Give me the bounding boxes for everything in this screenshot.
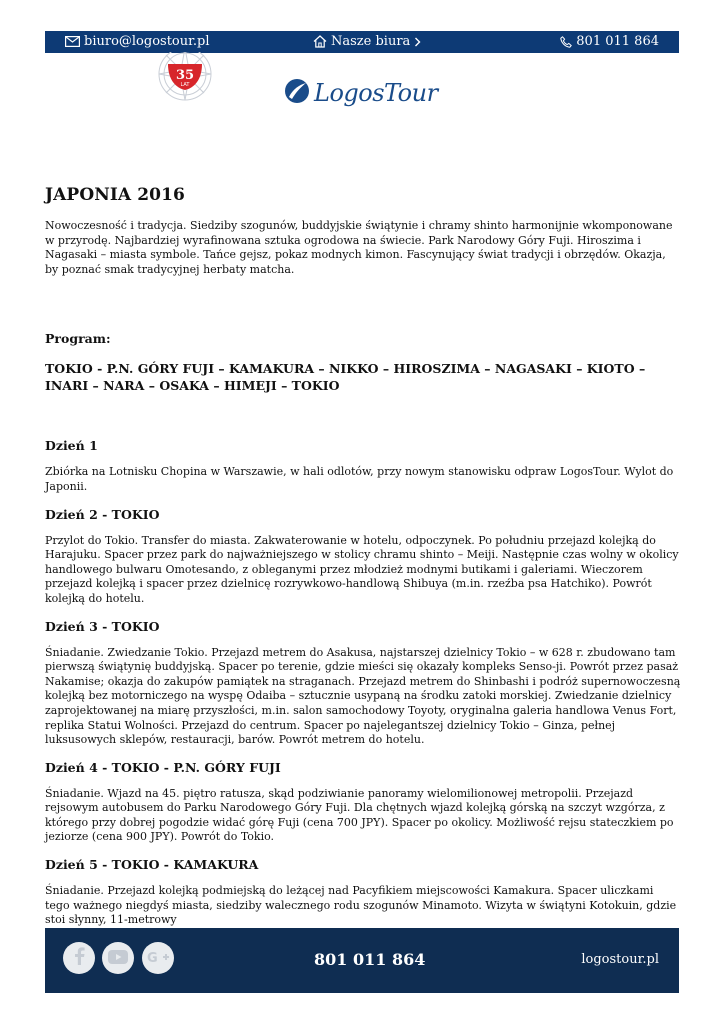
google-plus-icon (147, 949, 169, 968)
logo-leaf-icon (284, 78, 310, 108)
day-heading: Dzień 3 - TOKIO (45, 618, 160, 634)
offer-document (45, 185, 681, 940)
facebook-button[interactable] (63, 942, 95, 974)
route-heading: TOKIO - P.N. GÓRY FUJI – KAMAKURA – NIKKO – HIROSZIMA – NAGASAKI – KIOTO – INARI – NARA – OSAKA – HIMEJI – TOKIO (45, 361, 646, 394)
logostour-logo[interactable] (284, 78, 438, 108)
day-text: Śniadanie. Przejazd kolejką podmiejską do leżącej nad Pacyfikiem miejscowości Kamakura. Spacer uliczkami tego ważnego niegdyś miasta, siedziby walecznego rodu szogunów Minamoto. Wizyta w świątyni Kotokuin, gdzie stoi słynny, 11-metrowy (45, 884, 677, 927)
day-section (45, 760, 681, 845)
day-section (45, 619, 681, 748)
day-text: Przylot do Tokio. Transfer do miasta. Zakwaterowanie w hotelu, odpoczynek. Po południu przejazd kolejką do Harajuku. Spacer przez park do najważniejszego w stolicy chramu shinto – Meiji. Następnie czas wolny w okolicy handlowego bulwaru Omotesando, z obleganymi przez młodzież modnymi butikami i galeriami. Wieczorem przejazd kolejką i spacer przez dzielnicę rozrywkowo-handlową Shibuya (m.in. rzeźba psa Hatchiko). Powrót kolejką do hotelu. (45, 533, 679, 605)
phone-text: 801 011 864 (576, 34, 659, 49)
day-section (45, 507, 681, 607)
day-heading: Dzień 5 - TOKIO - KAMAKURA (45, 857, 259, 873)
chevron-right-icon (414, 37, 421, 47)
email-text: biuro@logostour.pl (84, 34, 210, 49)
badge-sub: LAT (180, 82, 190, 88)
facebook-icon (73, 947, 85, 969)
youtube-button[interactable] (102, 942, 134, 974)
day-heading: Dzień 1 (45, 438, 98, 454)
footer-phone[interactable]: 801 011 864 (314, 950, 426, 969)
badge-number: 35 (175, 68, 195, 83)
top-contact-bar (45, 31, 679, 53)
envelope-icon (65, 36, 80, 47)
program-label: Program: (45, 331, 111, 347)
email-link[interactable] (65, 34, 210, 49)
phone-icon (560, 36, 572, 48)
day-section (45, 857, 681, 928)
day-heading: Dzień 4 - TOKIO - P.N. GÓRY FUJI (45, 759, 281, 775)
page-footer (45, 928, 679, 993)
phone-link[interactable] (560, 34, 659, 49)
day-text: Śniadanie. Zwiedzanie Tokio. Przejazd metrem do Asakusa, najstarszej dzielnicy Tokio – w 628 r. zbudowano tam pierwszą świątynię buddyjską. Spacer po terenie, gdzie mieści się okazały kompleks Senso-ji. Powrót przez pasaż Nakamise; okazja do zakupów pamiątek na straganach. Przejazd metrem do Shinbashi i podróż supernowoczesną kolejką bez motorniczego na wyspę Odaiba – sztucznie usypaną na środku zatoki morskiej. Zwiedzanie dzielnicy zaprojektowanej na miarę przyszłości, m.in. salon samochodowy Toyoty, oryginalna galeria handlowa Venus Fort, replika Statui Wolności. Przejazd do centrum. Spacer po najelegantszej dzielnicy Tokio – Ginza, pełnej luksusowych sklepów, restauracji, barów. Powrót metrem do hotelu. (45, 645, 681, 747)
anniversary-badge (146, 52, 224, 114)
offices-link[interactable] (313, 34, 421, 49)
svg-text:G: G (147, 950, 158, 964)
home-icon (313, 35, 327, 48)
day-section (45, 438, 681, 494)
day-text: Zbiórka na Lotnisku Chopina w Warszawie, w hali odlotów, przy nowym stanowisku odpraw LogosTour. Wylot do Japonii. (45, 465, 674, 493)
page-title: JAPONIA 2016 (45, 185, 185, 205)
google-plus-button[interactable] (142, 942, 174, 974)
footer-website-link[interactable]: logostour.pl (581, 952, 659, 967)
offices-text: Nasze biura (331, 34, 411, 49)
youtube-icon (108, 949, 128, 968)
intro-paragraph: Nowoczesność i tradycja. Siedziby szogunów, buddyjskie świątynie i chramy shinto harmonijnie wkomponowane w przyrodę. Najbardziej wyrafinowana sztuka ogrodowa na świecie. Park Narodowy Góry Fuji. Hiroszima i Nagasaki – miasta symbole. Tańce gejsz, pokaz modnych kimon. Fascynujący świat tradycji i obrzędów. Okazja, by poznać smak tradycyjnej herbaty matcha. (45, 219, 673, 276)
day-text: Śniadanie. Wjazd na 45. piętro ratusza, skąd podziwianie panoramy wielomilionowej metropolii. Przejazd rejsowym autobusem do Parku Narodowego Góry Fuji. Dla chętnych wjazd kolejką górską na szczyt wzgórza, z którego przy dobrej pogodzie widać górę Fuji (cena 700 JPY). Spacer po okolicy. Możliwość rejsu stateczkiem po jeziorze (cena 900 JPY). Powrót do Tokio. (45, 786, 674, 844)
logo-text: LogosTour (314, 79, 438, 107)
day-heading: Dzień 2 - TOKIO (45, 506, 160, 522)
